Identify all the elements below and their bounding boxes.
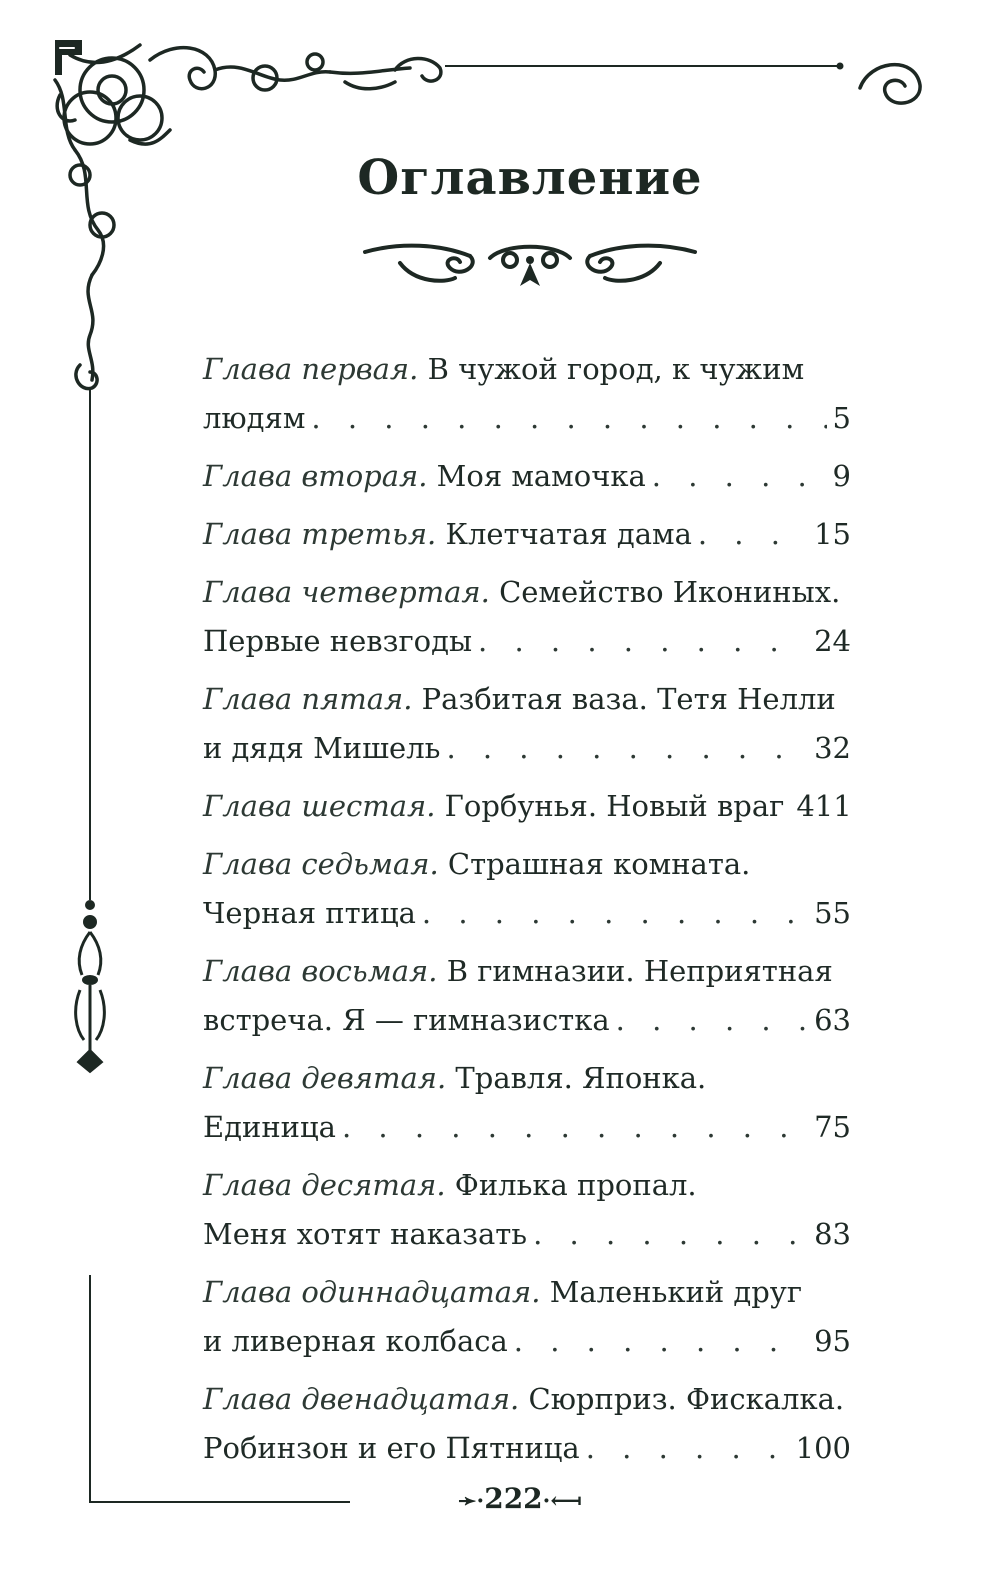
chapter-label: Глава восьмая. — [203, 954, 438, 988]
toc-entry — [203, 947, 851, 1045]
toc-entry — [203, 1375, 851, 1473]
chapter-label: Глава седьмая. — [203, 847, 439, 881]
chapter-label: Глава четвертая. — [203, 575, 490, 609]
entry-title-line2: и ливерная колбаса — [203, 1324, 508, 1358]
entry-title: Моя мамочка — [436, 459, 646, 493]
entry-title: Горбунья. Новый враг — [444, 789, 785, 823]
entry-title-line1: Маленький друг — [549, 1275, 803, 1309]
toc-entry — [203, 345, 851, 443]
chapter-label: Глава шестая. — [203, 789, 436, 823]
entry-title-line1: Разбитая ваза. Тетя Нелли — [421, 682, 836, 716]
leader-dots — [533, 1210, 808, 1259]
top-right-spiral — [860, 65, 920, 103]
left-rule-ornament — [76, 901, 105, 1072]
entry-title-line1: Травля. Японка. — [455, 1061, 707, 1095]
entry-page-number: 83 — [814, 1217, 851, 1251]
toc-entry — [203, 452, 851, 501]
entry-title-line2: людям — [203, 401, 306, 435]
entry-title: Клетчатая дама — [445, 517, 692, 551]
entry-page-number: 5 — [832, 401, 851, 435]
entry-page-number: 75 — [814, 1110, 851, 1144]
toc-entry — [203, 840, 851, 938]
entry-title-line1: Сюрприз. Фискалка. — [528, 1382, 845, 1416]
toc-entry — [203, 782, 851, 831]
leader-dots — [698, 510, 808, 559]
page-number — [420, 1482, 620, 1515]
entry-title-line2: Единица — [203, 1110, 336, 1144]
chapter-label: Глава одиннадцатая. — [203, 1275, 541, 1309]
leader-dots — [478, 617, 808, 666]
entry-page-number: 95 — [814, 1324, 851, 1358]
entry-page-number: 9 — [832, 459, 851, 493]
entry-title-line1: В гимназии. Неприятная — [446, 954, 833, 988]
toc-entry — [203, 1161, 851, 1259]
toc-entry — [203, 675, 851, 773]
folio-number: 222 — [484, 1482, 543, 1515]
entry-page-number: 15 — [814, 517, 851, 551]
entry-page-number: 55 — [814, 896, 851, 930]
leader-dots — [586, 1424, 790, 1473]
page-title: Оглавление — [357, 150, 703, 206]
chapter-label: Глава первая. — [203, 352, 419, 386]
toc-entry — [203, 510, 851, 559]
toc-entry — [203, 1054, 851, 1152]
entry-page-number: 63 — [814, 1003, 851, 1037]
leader-dots — [422, 889, 808, 938]
entry-page-number: 24 — [814, 624, 851, 658]
entry-title-line2: и дядя Мишель — [203, 731, 441, 765]
chapter-label: Глава двенадцатая. — [203, 1382, 520, 1416]
chapter-label: Глава десятая. — [203, 1168, 446, 1202]
entry-title-line1: Филька пропал. — [454, 1168, 697, 1202]
leader-dots — [311, 394, 826, 443]
entry-title-line1: Семейство Икониных. — [499, 575, 841, 609]
entry-title-line2: Меня хотят наказать — [203, 1217, 528, 1251]
folio-left-mark: ➛· — [458, 1488, 485, 1514]
chapter-label: Глава вторая. — [203, 459, 428, 493]
folio-right-mark: ·⟻ — [542, 1488, 582, 1514]
leader-dots — [616, 996, 808, 1045]
entry-page-number: 411 — [796, 789, 852, 823]
leader-dots — [652, 452, 827, 501]
toc-entry — [203, 568, 851, 666]
entry-title-line2: Первые невзгоды — [203, 624, 473, 658]
entry-title-line1: В чужой город, к чужим — [427, 352, 805, 386]
entry-title-line2: Робинзон и его Пятница — [203, 1431, 580, 1465]
top-rule-dot — [837, 63, 844, 70]
entry-title-line2: Черная птица — [203, 896, 416, 930]
corner-flourish — [55, 40, 441, 389]
chapter-label: Глава девятая. — [203, 1061, 447, 1095]
entry-page-number: 32 — [814, 731, 851, 765]
title-flourish — [360, 238, 700, 298]
leader-dots — [514, 1317, 808, 1366]
leader-dots — [446, 724, 808, 773]
toc-entry — [203, 1268, 851, 1366]
leader-dots — [342, 1103, 808, 1152]
table-of-contents — [203, 345, 851, 1482]
entry-title-line2: встреча. Я — гимназистка — [203, 1003, 610, 1037]
chapter-label: Глава третья. — [203, 517, 437, 551]
chapter-label: Глава пятая. — [203, 682, 413, 716]
entry-title-line1: Страшная комната. — [447, 847, 751, 881]
entry-page-number: 100 — [795, 1431, 851, 1465]
